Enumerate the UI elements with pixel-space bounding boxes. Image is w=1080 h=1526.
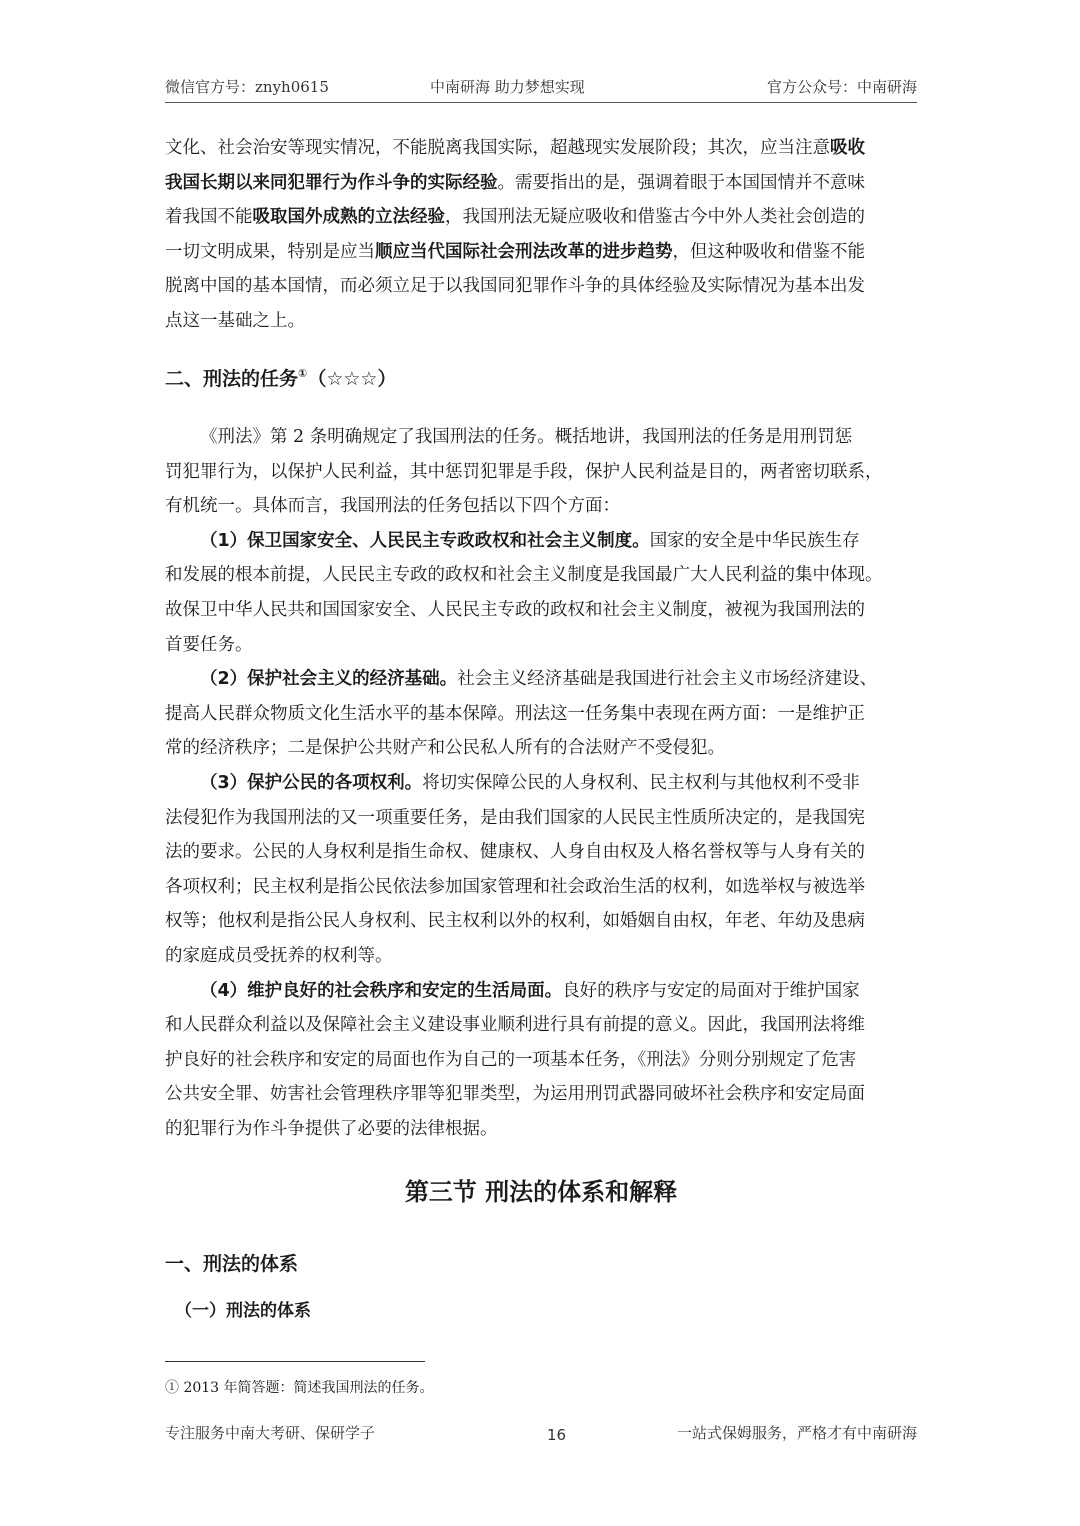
header-slogan: 中南研海 助力梦想实现 <box>430 78 585 96</box>
text-line: 权等；他权利是指公民人身权利、民主权利以外的权利，如婚姻自由权，年老、年幼及患病 <box>165 911 865 932</box>
text-line: 一切文明成果，特别是应当顺应当代国际社会刑法改革的进步趋势，但这种吸收和借鉴不能 <box>165 241 865 262</box>
header-wechat-id: 微信官方号：znyh0615 <box>165 78 329 96</box>
header-official-account: 官方公众号：中南研海 <box>766 78 917 96</box>
text-line: 故保卫中华人民共和国国家安全、人民民主专政的政权和社会主义制度，被视为我国刑法的 <box>165 599 865 620</box>
text-line: 护良好的社会秩序和安定的局面也作为自己的一项基本任务，《刑法》分则分别规定了危害 <box>165 1049 857 1070</box>
text-line: 的家庭成员受抚养的权利等。 <box>165 945 393 966</box>
text-line: 和人民群众利益以及保障社会主义建设事业顺利进行具有前提的意义。因此，我国刑法将维 <box>165 1015 865 1036</box>
importance-stars: （☆☆☆） <box>307 368 397 390</box>
text-line: 《刑法》第 2 条明确规定了我国刑法的任务。概括地讲，我国刑法的任务是用刑罚惩 <box>200 427 853 447</box>
text-line: 法侵犯作为我国刑法的又一项重要任务，是由我们国家的人民民主性质所决定的，是我国宪 <box>165 807 865 828</box>
text-line: 各项权利；民主权利是指公民依法参加国家管理和社会政治生活的权利，如选举权与被选举 <box>165 876 865 897</box>
tasks-body <box>165 420 917 1146</box>
intro-paragraph <box>165 131 917 339</box>
task-4: （4）维护良好的社会秩序和安定的生活局面。良好的秩序与安定的局面对于维护国家 <box>200 980 860 1001</box>
text-line: 点这一基础之上。 <box>165 310 305 331</box>
text-line: 法的要求。公民的人身权利是指生命权、健康权、人身自由权及人格名誉权等与人身有关的 <box>165 842 865 863</box>
task-1: （1）保卫国家安全、人民民主专政政权和社会主义制度。国家的安全是中华民族生存 <box>200 530 860 551</box>
subsection-heading: （一）刑法的体系 <box>175 1301 311 1321</box>
text-line: 着我国不能吸取国外成熟的立法经验，我国刑法无疑应吸收和借鉴古今中外人类社会创造的 <box>165 207 865 228</box>
section-heading-system: 一、刑法的体系 <box>165 1253 299 1275</box>
page-header <box>165 76 917 103</box>
text-line: 文化、社会治安等现实情况，不能脱离我国实际，超越现实发展阶段；其次，应当注意吸收 <box>165 138 865 158</box>
text-line: 首要任务。 <box>165 634 253 655</box>
page-footer <box>165 1422 917 1448</box>
footnote-ref[interactable]: ① <box>298 367 308 380</box>
footer-left-slogan: 专注服务中南大考研、保研学子 <box>165 1424 376 1442</box>
footer-right-slogan: 一站式保姆服务，严格才有中南研海 <box>676 1424 917 1442</box>
text-line: 常的经济秩序；二是保护公共财产和公民私人所有的合法财产不受侵犯。 <box>165 738 725 759</box>
footnote-divider <box>165 1361 425 1362</box>
text-line: 提高人民群众物质文化生活水平的基本保障。刑法这一任务集中表现在两方面：一是维护正 <box>165 703 865 724</box>
text-line: 的犯罪行为作斗争提供了必要的法律根据。 <box>165 1118 498 1139</box>
chapter-title: 第三节 刑法的体系和解释 <box>404 1178 678 1206</box>
page-number: 16 <box>547 1426 567 1444</box>
footnote: ① 2013 年简答题：简述我国刑法的任务。 <box>165 1380 434 1396</box>
text-line: 我国长期以来同犯罪行为作斗争的实际经验。需要指出的是，强调着眼于本国国情并不意味 <box>165 172 865 193</box>
text-line: 和发展的根本前提，人民民主专政的政权和社会主义制度是我国最广大人民利益的集中体现。 <box>165 565 883 586</box>
text-line: 罚犯罪行为，以保护人民利益，其中惩罚犯罪是手段，保护人民利益是目的，两者密切联系， <box>165 461 883 482</box>
task-3: （3）保护公民的各项权利。将切实保障公民的人身权利、民主权利与其他权利不受非 <box>200 772 860 793</box>
text-line: 公共安全罪、妨害社会管理秩序罪等犯罪类型，为运用刑罚武器同破坏社会秩序和安定局面 <box>165 1084 865 1105</box>
text-line: 脱离中国的基本国情，而必须立足于以我国同犯罪作斗争的具体经验及实际情况为基本出发 <box>165 276 865 297</box>
task-2: （2）保护社会主义的经济基础。社会主义经济基础是我国进行社会主义市场经济建设、 <box>200 669 878 690</box>
section-heading-tasks: 二、刑法的任务①（☆☆☆） <box>165 367 397 390</box>
text-line: 有机统一。具体而言，我国刑法的任务包括以下四个方面： <box>165 496 620 517</box>
